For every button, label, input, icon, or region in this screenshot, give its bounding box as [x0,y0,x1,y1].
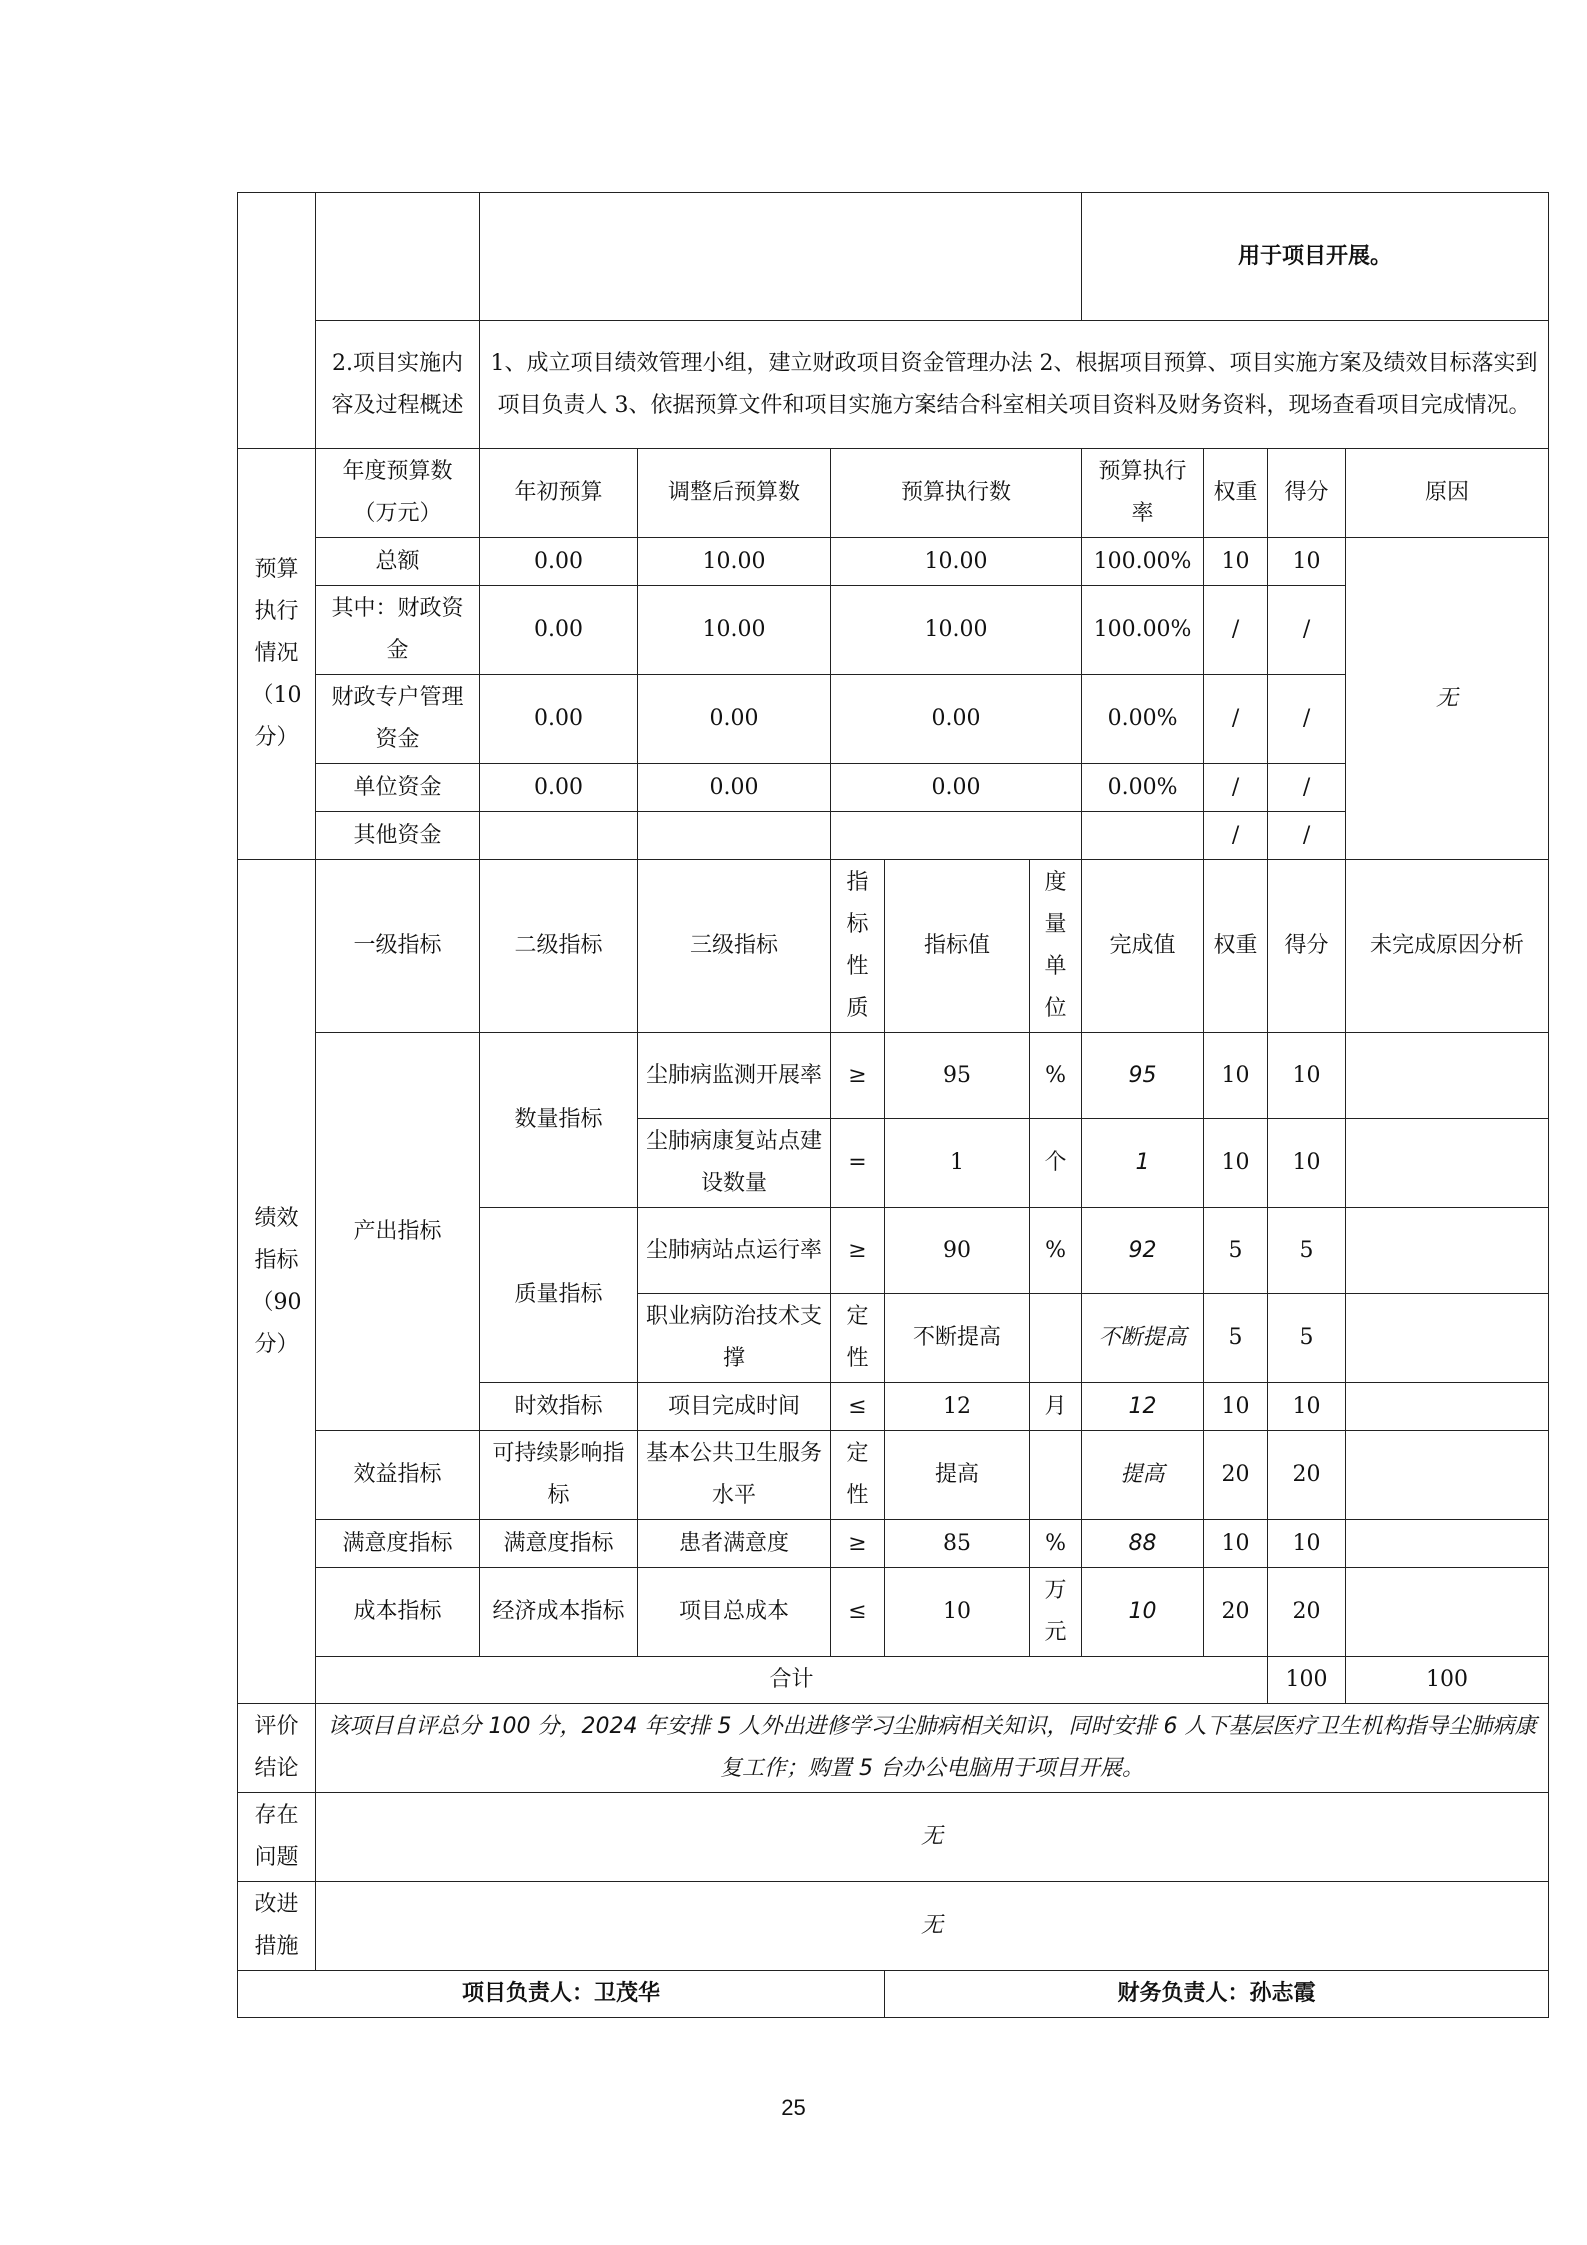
perf-unit [1030,1294,1082,1383]
perf-level3: 项目完成时间 [638,1383,831,1431]
budget-header-adjusted: 调整后预算数 [638,449,831,538]
perf-weight: 10 [1204,1119,1268,1208]
budget-row-weight: / [1204,675,1268,764]
perf-score: 10 [1268,1520,1346,1568]
budget-header-initial: 年初预算 [480,449,638,538]
budget-row-initial: 0.00 [480,586,638,675]
perf-nature: 定性 [831,1431,885,1520]
level1-cost: 成本指标 [316,1568,480,1657]
perf-done: 95 [1082,1033,1204,1119]
perf-header-level3: 三级指标 [638,860,831,1033]
budget-row-executed: 10.00 [831,538,1082,586]
perf-header-weight: 权重 [1204,860,1268,1033]
budget-row-adjusted: 10.00 [638,586,831,675]
budget-header-weight: 权重 [1204,449,1268,538]
perf-analysis [1346,1294,1549,1383]
perf-unit: % [1030,1520,1082,1568]
level1-benefit: 效益指标 [316,1431,480,1520]
perf-score: 5 [1268,1294,1346,1383]
perf-unit: 月 [1030,1383,1082,1431]
perf-nature: ≥ [831,1033,885,1119]
perf-target: 1 [885,1119,1030,1208]
budget-row-rate: 0.00% [1082,675,1204,764]
perf-header-nature: 指标性质 [831,860,885,1033]
blank-section-cell [238,193,316,449]
perf-nature: ≥ [831,1208,885,1294]
performance-evaluation-table [237,192,1549,2018]
page-number: 25 [781,2095,806,2120]
perf-level3: 基本公共卫生服务水平 [638,1431,831,1520]
perf-unit [1030,1431,1082,1520]
perf-weight: 10 [1204,1033,1268,1119]
level2-quality: 质量指标 [480,1208,638,1383]
perf-weight: 20 [1204,1568,1268,1657]
perf-score: 5 [1268,1208,1346,1294]
perf-nature: = [831,1119,885,1208]
perf-row [238,1520,1549,1568]
perf-weight: 5 [1204,1294,1268,1383]
project-lead: 项目负责人：卫茂华 [238,1971,885,2018]
reason-tail-cell: 用于项目开展。 [1082,193,1549,321]
perf-nature: ≥ [831,1520,885,1568]
blank-label-cell [316,193,480,321]
total-score: 100 [1346,1657,1549,1704]
perf-analysis [1346,1568,1549,1657]
budget-row-score: / [1268,764,1346,812]
implementation-row [238,321,1549,449]
budget-row-weight: / [1204,812,1268,860]
level2-quantity: 数量指标 [480,1033,638,1208]
perf-weight: 20 [1204,1431,1268,1520]
budget-row-executed: 0.00 [831,764,1082,812]
finance-lead: 财务负责人：孙志霞 [885,1971,1549,2018]
perf-score: 20 [1268,1568,1346,1657]
perf-analysis [1346,1119,1549,1208]
perf-weight: 10 [1204,1383,1268,1431]
budget-row-weight: / [1204,764,1268,812]
perf-score: 10 [1268,1383,1346,1431]
perf-done: 92 [1082,1208,1204,1294]
performance-section-label: 绩效指标（90分） [238,860,316,1704]
budget-row-initial: 0.00 [480,538,638,586]
perf-done: 提高 [1082,1431,1204,1520]
budget-header-score: 得分 [1268,449,1346,538]
perf-target: 12 [885,1383,1030,1431]
perf-analysis [1346,1520,1549,1568]
level2-sustain: 可持续影响指标 [480,1431,638,1520]
budget-row-initial: 0.00 [480,764,638,812]
budget-header-executed: 预算执行数 [831,449,1082,538]
budget-header-row [238,449,1549,538]
evaluation-label: 评价结论 [238,1704,316,1793]
perf-unit: 万元 [1030,1568,1082,1657]
perf-level3: 项目总成本 [638,1568,831,1657]
perf-analysis [1346,1383,1549,1431]
perf-target: 提高 [885,1431,1030,1520]
perf-done: 不断提高 [1082,1294,1204,1383]
perf-analysis [1346,1431,1549,1520]
perf-score: 20 [1268,1431,1346,1520]
budget-row-adjusted: 0.00 [638,675,831,764]
budget-row-rate: 100.00% [1082,586,1204,675]
perf-weight: 5 [1204,1208,1268,1294]
budget-row-adjusted [638,812,831,860]
perf-target: 10 [885,1568,1030,1657]
budget-row-name: 其他资金 [316,812,480,860]
perf-level3: 患者满意度 [638,1520,831,1568]
perf-target: 85 [885,1520,1030,1568]
perf-done: 88 [1082,1520,1204,1568]
total-label: 合计 [316,1657,1268,1704]
budget-row-initial: 0.00 [480,675,638,764]
perf-header-level2: 二级指标 [480,860,638,1033]
budget-row-adjusted: 10.00 [638,538,831,586]
budget-row-score: / [1268,812,1346,860]
perf-row [238,1568,1549,1657]
perf-analysis [1346,1033,1549,1119]
perf-weight: 10 [1204,1520,1268,1568]
perf-done: 10 [1082,1568,1204,1657]
evaluation-text: 该项目自评总分 100 分，2024 年安排 5 人外出进修学习尘肺病相关知识，同时安排 6 人下基层医疗卫生机构指导尘肺病康复工作；购置 5 台办公电脑用于项目开展。 [316,1704,1549,1793]
problems-label: 存在问题 [238,1793,316,1882]
perf-header-score: 得分 [1268,860,1346,1033]
budget-row-rate [1082,812,1204,860]
budget-row-name: 总额 [316,538,480,586]
budget-row-rate: 100.00% [1082,538,1204,586]
signature-row [238,1971,1549,2018]
budget-header-rate: 预算执行率 [1082,449,1204,538]
perf-target: 不断提高 [885,1294,1030,1383]
perf-done: 12 [1082,1383,1204,1431]
perf-header-analysis: 未完成原因分析 [1346,860,1549,1033]
total-row [238,1657,1549,1704]
budget-header-annual: 年度预算数（万元） [316,449,480,538]
level1-satisfaction: 满意度指标 [316,1520,480,1568]
budget-row-score: / [1268,586,1346,675]
blank-content-cell [480,193,1082,321]
perf-target: 90 [885,1208,1030,1294]
perf-unit: % [1030,1033,1082,1119]
level2-satisfaction: 满意度指标 [480,1520,638,1568]
budget-row-weight: / [1204,586,1268,675]
level1-output: 产出指标 [316,1033,480,1431]
budget-row-score: 10 [1268,538,1346,586]
perf-score: 10 [1268,1119,1346,1208]
budget-row-name: 单位资金 [316,764,480,812]
implementation-text: 1、成立项目绩效管理小组，建立财政项目资金管理办法 2、根据项目预算、项目实施方案及绩效目标落实到项目负责人 3、依据预算文件和项目实施方案结合科室相关项目资料及财务资料，现场查看项目完成情况。 [480,321,1549,449]
perf-header-target: 指标值 [885,860,1030,1033]
budget-row [238,538,1549,586]
perf-unit: 个 [1030,1119,1082,1208]
perf-done: 1 [1082,1119,1204,1208]
improvements-row [238,1882,1549,1971]
perf-nature: ≤ [831,1383,885,1431]
budget-row-executed: 10.00 [831,586,1082,675]
level2-econ: 经济成本指标 [480,1568,638,1657]
budget-row-score: / [1268,675,1346,764]
implementation-label: 2.项目实施内容及过程概述 [316,321,480,449]
budget-header-reason: 原因 [1346,449,1549,538]
perf-row [238,1431,1549,1520]
perf-score: 10 [1268,1033,1346,1119]
perf-analysis [1346,1208,1549,1294]
perf-header-unit: 度量单位 [1030,860,1082,1033]
perf-row [238,1033,1549,1119]
perf-level3: 尘肺病康复站点建设数量 [638,1119,831,1208]
budget-row-rate: 0.00% [1082,764,1204,812]
perf-level3: 尘肺病站点运行率 [638,1208,831,1294]
perf-target: 95 [885,1033,1030,1119]
performance-header-row [238,860,1549,1033]
problems-row [238,1793,1549,1882]
perf-header-done: 完成值 [1082,860,1204,1033]
budget-row-initial [480,812,638,860]
budget-row-name: 财政专户管理资金 [316,675,480,764]
perf-header-level1: 一级指标 [316,860,480,1033]
perf-level3: 尘肺病监测开展率 [638,1033,831,1119]
budget-row-executed [831,812,1082,860]
perf-nature: 定性 [831,1294,885,1383]
budget-row-executed: 0.00 [831,675,1082,764]
improvements-label: 改进措施 [238,1882,316,1971]
budget-reason-cell: 无 [1346,538,1549,860]
budget-row-weight: 10 [1204,538,1268,586]
evaluation-row [238,1704,1549,1793]
perf-level3: 职业病防治技术支撑 [638,1294,831,1383]
perf-nature: ≤ [831,1568,885,1657]
level2-timeliness: 时效指标 [480,1383,638,1431]
improvements-text: 无 [316,1882,1549,1971]
problems-text: 无 [316,1793,1549,1882]
budget-row-name: 其中：财政资金 [316,586,480,675]
continuation-row [238,193,1549,321]
perf-unit: % [1030,1208,1082,1294]
total-weight: 100 [1268,1657,1346,1704]
budget-row-adjusted: 0.00 [638,764,831,812]
budget-section-label: 预算执行情况（10分） [238,449,316,860]
